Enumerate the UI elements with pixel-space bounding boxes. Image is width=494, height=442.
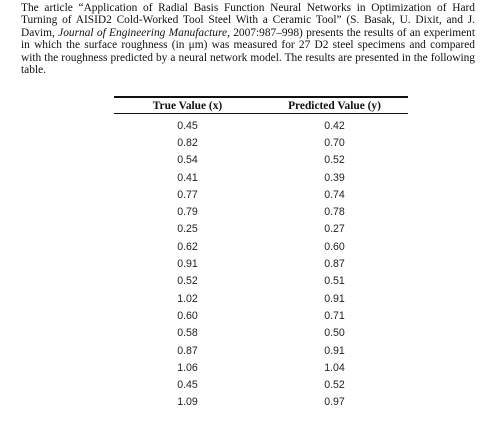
- true-value-cell: 0.41: [177, 171, 198, 184]
- table-row: [114, 186, 408, 203]
- table-row: [114, 273, 408, 290]
- table-header-row: [114, 98, 408, 113]
- table-row: [114, 203, 408, 220]
- true-value-cell: 1.06: [177, 361, 198, 374]
- true-value-cell: 0.87: [177, 344, 198, 357]
- true-value-cell: 1.02: [177, 292, 198, 305]
- predicted-value-cell: 0.87: [324, 258, 345, 271]
- predicted-value-cell: 0.42: [324, 119, 345, 132]
- header-true-value: True Value (x): [152, 99, 223, 112]
- predicted-value-cell: 0.74: [324, 188, 345, 201]
- table-row: [114, 117, 408, 134]
- predicted-value-cell: 0.78: [324, 206, 345, 219]
- predicted-value-cell: 0.39: [324, 171, 345, 184]
- true-value-cell: 0.82: [177, 136, 198, 149]
- table-row: [114, 290, 408, 307]
- table-row: [114, 255, 408, 272]
- table-row: [114, 221, 408, 238]
- predicted-value-cell: 1.04: [324, 361, 345, 374]
- true-value-cell: 0.79: [177, 206, 198, 219]
- predicted-value-cell: 0.52: [324, 379, 345, 392]
- table-header-rule: [114, 113, 408, 114]
- true-value-cell: 1.09: [177, 396, 198, 409]
- intro-text-part1: The article “Application of Radial Basis Function Neural Networks in Optimization of Hard Turning of AISID2 Cold-Worked Tool Steel With a Ceramic Tool” (S. Basak, U. Dixit, and J. Davim,: [21, 2, 475, 39]
- predicted-value-cell: 0.60: [324, 240, 345, 253]
- true-value-cell: 0.58: [177, 327, 198, 340]
- table-row: [114, 394, 408, 411]
- true-value-cell: 0.60: [177, 309, 198, 322]
- roughness-table: [114, 96, 408, 411]
- predicted-value-cell: 0.91: [324, 292, 345, 305]
- table-row: [114, 307, 408, 324]
- true-value-cell: 0.52: [177, 275, 198, 288]
- table-row: [114, 134, 408, 151]
- predicted-value-cell: 0.97: [324, 396, 345, 409]
- predicted-value-cell: 0.70: [324, 136, 345, 149]
- table-row: [114, 238, 408, 255]
- true-value-cell: 0.62: [177, 240, 198, 253]
- true-value-cell: 0.91: [177, 258, 198, 271]
- intro-text-part2: , 2007:987–998) presents the results of an experiment in which the surface roughness (in μm) was measured for 27 D2 steel specimens and compared with the roughness predicted by a neural network model. The results are presented in the following table.: [21, 26, 476, 77]
- table-body: [114, 117, 408, 411]
- journal-title: Journal of Engineering Manufacture: [58, 26, 228, 39]
- predicted-value-cell: 0.50: [324, 327, 345, 340]
- table-row: [114, 359, 408, 376]
- true-value-cell: 0.77: [177, 188, 198, 201]
- predicted-value-cell: 0.27: [324, 223, 345, 236]
- predicted-value-cell: 0.91: [324, 344, 345, 357]
- true-value-cell: 0.45: [177, 119, 198, 132]
- true-value-cell: 0.25: [177, 223, 198, 236]
- table-row: [114, 152, 408, 169]
- true-value-cell: 0.54: [177, 154, 198, 167]
- table-row: [114, 342, 408, 359]
- predicted-value-cell: 0.71: [324, 309, 345, 322]
- intro-paragraph: [21, 2, 475, 76]
- table-row: [114, 169, 408, 186]
- table-row: [114, 325, 408, 342]
- true-value-cell: 0.45: [177, 379, 198, 392]
- predicted-value-cell: 0.52: [324, 154, 345, 167]
- table-row: [114, 376, 408, 393]
- predicted-value-cell: 0.51: [324, 275, 345, 288]
- header-predicted-value: Predicted Value (y): [288, 99, 381, 112]
